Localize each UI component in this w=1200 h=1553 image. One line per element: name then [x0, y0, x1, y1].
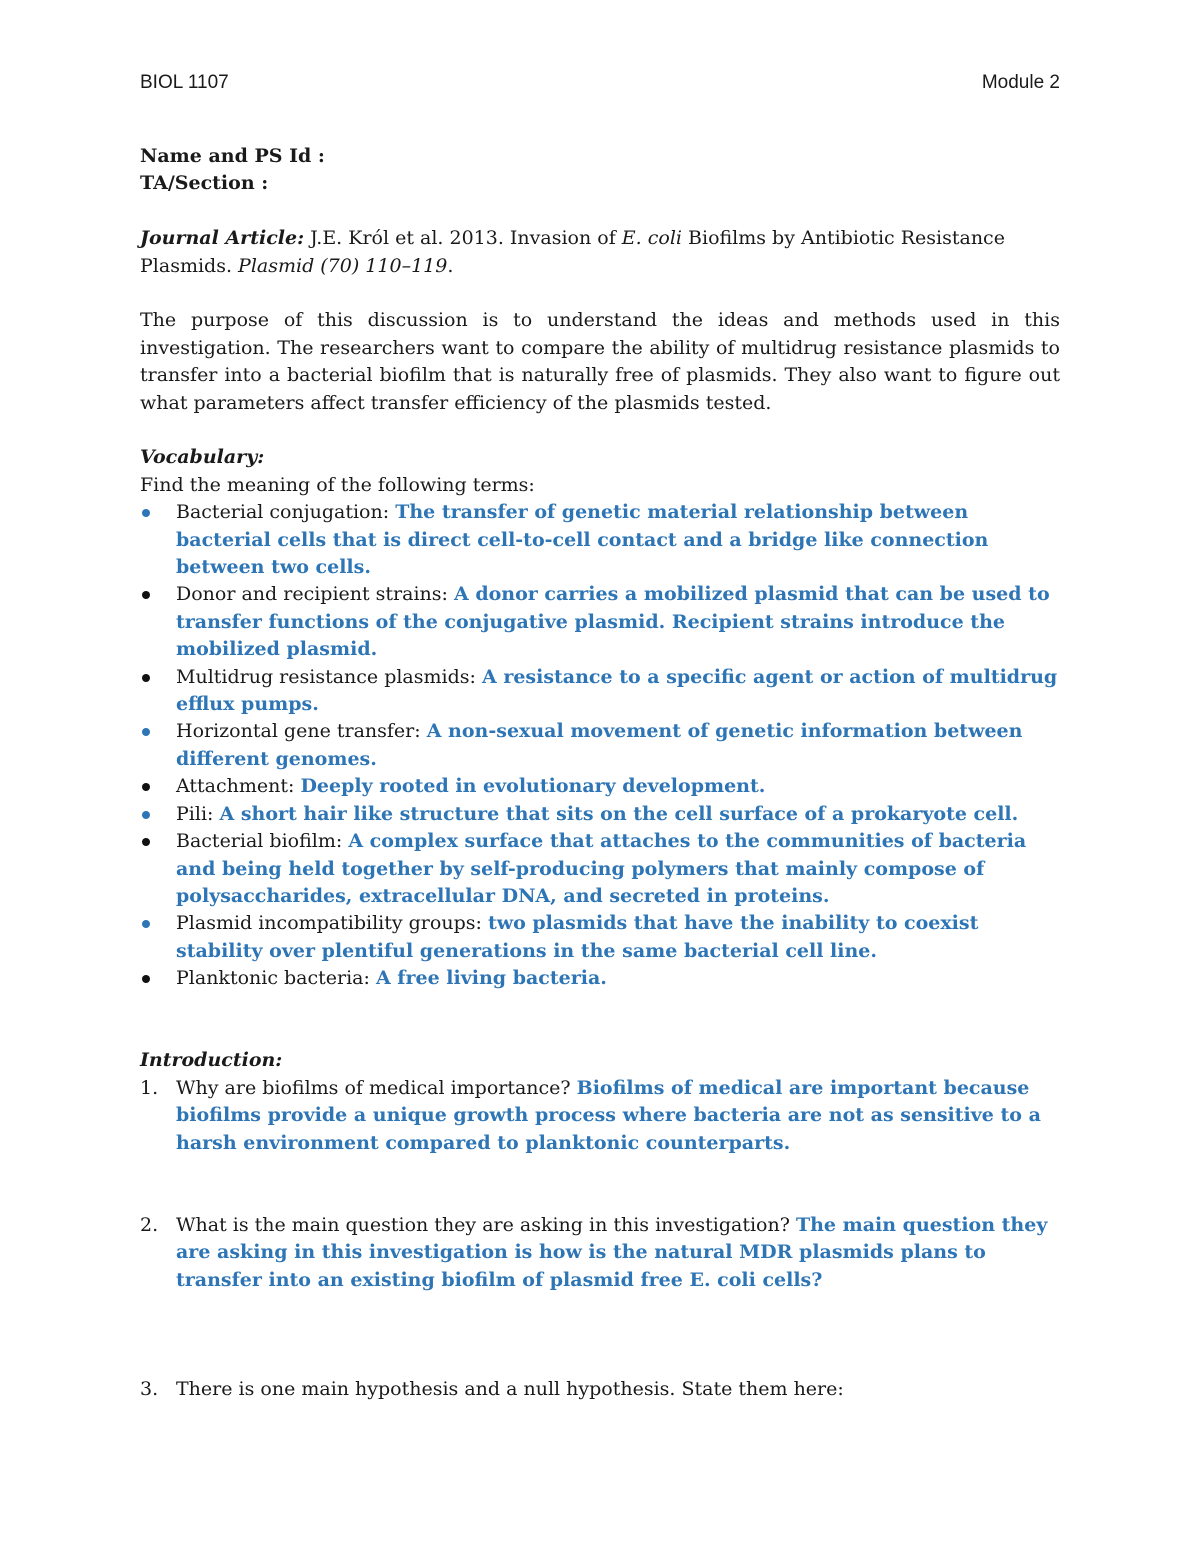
vocab-term: Pili:: [176, 802, 220, 825]
question-text: What is the main question they are asking in this investigation?: [176, 1213, 796, 1236]
vocab-term: Planktonic bacteria:: [176, 967, 376, 990]
bullet-icon: [142, 975, 150, 983]
citation-species: E. coli: [621, 227, 682, 250]
list-item: [140, 1212, 1060, 1294]
citation-title: Biofilms by Antibiotic Resistance Plasmids.: [140, 227, 1005, 277]
vocabulary-heading: Vocabulary:: [140, 446, 265, 469]
page-header: [140, 72, 1060, 102]
vocabulary-instruction: Find the meaning of the following terms:: [140, 473, 535, 496]
vocab-term: Bacterial conjugation:: [176, 501, 396, 524]
question-number: 1.: [140, 1076, 159, 1099]
vocab-answer: A short hair like structure that sits on the cell surface of a prokaryote cell.: [219, 802, 1019, 825]
citation-end: .: [447, 254, 454, 277]
vocabulary-list: [140, 499, 1060, 992]
question-number: 2.: [140, 1213, 159, 1236]
list-item: [140, 910, 1060, 965]
vocab-answer: A complex surface that attaches to the communities of bacteria and being held together by self-producing polymers that mainly compose of polysaccharides, extracellular DNA, and secreted in proteins.: [176, 830, 1027, 907]
introduction-questions: [140, 1075, 1060, 1404]
bullet-icon: [142, 783, 150, 791]
question-number: 3.: [140, 1378, 159, 1401]
vocab-answer: Deeply rooted in evolutionary development.: [300, 775, 766, 798]
bullet-icon: [142, 920, 150, 928]
bullet-icon: [142, 811, 150, 819]
journal-citation: [140, 225, 1060, 280]
introduction-heading: Introduction:: [140, 1049, 283, 1072]
list-item: [140, 1376, 1060, 1403]
journal-article-label: Journal Article:: [140, 227, 305, 250]
vocab-term: Bacterial biofilm:: [176, 830, 349, 853]
question-text: Why are biofilms of medical importance?: [176, 1076, 577, 1099]
question-answer: Biofilms of medical are important because biofilms provide a unique growth process where bacteria are not as sensitive to a harsh environment compared to planktonic counterparts.: [176, 1076, 1041, 1154]
vocab-term: Plasmid incompatibility groups:: [176, 912, 488, 935]
citation-authors: J.E. Król et al. 2013. Invasion of: [304, 227, 622, 250]
list-item: [140, 965, 1060, 992]
purpose-paragraph: The purpose of this discussion is to understand the ideas and methods used in this investigation. The researchers want to compare the ability of multidrug resistance plasmids to transfer into a bacterial biofilm that is naturally free of plasmids. They also want to figure out what parameters affect transfer efficiency of the plasmids tested.: [140, 309, 1060, 414]
citation-journal: Plasmid (70) 110–119: [238, 254, 448, 277]
bullet-icon: [142, 838, 150, 846]
ta-section-label: TA/Section :: [140, 172, 269, 195]
list-item: [140, 801, 1060, 828]
list-item: [140, 581, 1060, 663]
module-label: Module 2: [981, 72, 1060, 93]
vocab-answer: A resistance to a specific agent or action of multidrug efflux pumps.: [176, 665, 1058, 716]
bullet-icon: [142, 728, 150, 736]
vocab-answer: A free living bacteria.: [375, 967, 607, 990]
vocab-term: Multidrug resistance plasmids:: [176, 665, 482, 688]
bullet-icon: [142, 674, 150, 682]
list-item: [140, 1075, 1060, 1157]
list-item: [140, 499, 1060, 581]
vocab-term: Horizontal gene transfer:: [176, 720, 427, 743]
question-answer: The main question they are asking in this investigation is how is the natural MDR plasmids plans to transfer into an existing biofilm of plasmid free E. coli cells?: [176, 1213, 1048, 1291]
vocab-term: Donor and recipient strains:: [176, 583, 454, 606]
list-item: [140, 828, 1060, 910]
vocab-answer: The transfer of genetic material relationship between bacterial cells that is direct cell-to-cell contact and a bridge like connection between two cells.: [176, 501, 989, 579]
bullet-icon: [142, 591, 150, 599]
name-field-label: Name and PS Id :: [140, 145, 325, 167]
course-code: BIOL 1107: [140, 72, 229, 93]
document-body: [140, 143, 1060, 1404]
bullet-icon: [142, 509, 150, 517]
list-item: [140, 773, 1060, 800]
question-text: There is one main hypothesis and a null hypothesis. State them here:: [176, 1378, 844, 1401]
vocab-answer: A donor carries a mobilized plasmid that can be used to transfer functions of the conjugative plasmid. Recipient strains introduce the mobilized plasmid.: [176, 583, 1050, 661]
vocab-term: Attachment:: [176, 775, 301, 798]
list-item: [140, 718, 1060, 773]
list-item: [140, 664, 1060, 719]
vocab-answer: A non-sexual movement of genetic information between different genomes.: [176, 720, 1023, 770]
vocab-answer: two plasmids that have the inability to coexist stability over plentiful generations in the same bacterial cell line.: [176, 912, 979, 962]
